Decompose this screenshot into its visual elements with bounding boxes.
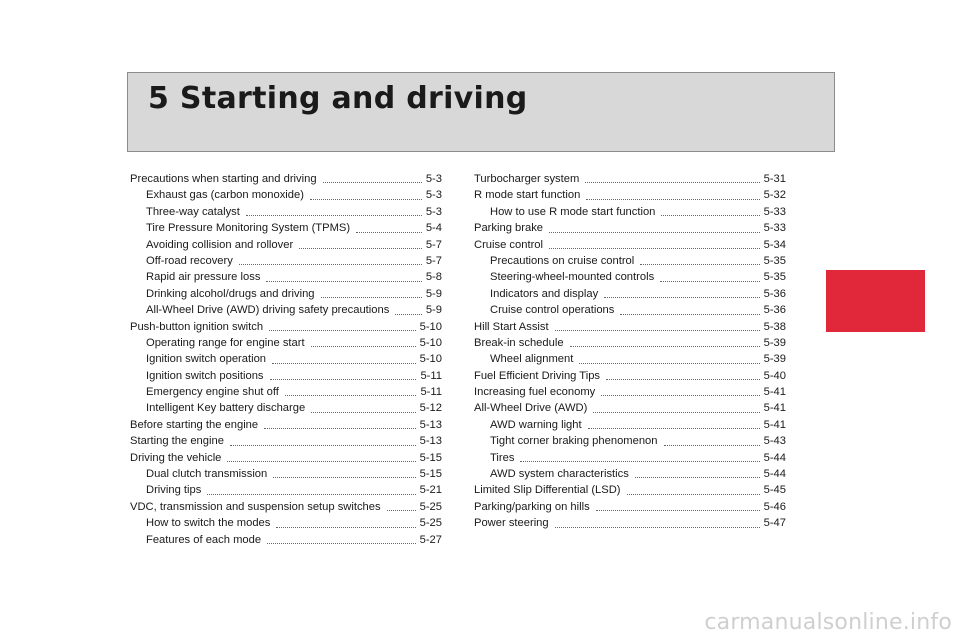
toc-entry-page: 5-38 bbox=[763, 320, 786, 333]
toc-entry-page: 5-21 bbox=[419, 484, 442, 497]
toc-entry-title: Wheel alignment bbox=[490, 353, 574, 366]
dot-leader bbox=[276, 527, 415, 528]
dot-leader bbox=[239, 264, 422, 265]
toc-entry[interactable] bbox=[130, 171, 442, 187]
dot-leader bbox=[356, 232, 422, 233]
dot-leader bbox=[549, 248, 760, 249]
dot-leader bbox=[606, 379, 760, 380]
toc-entry-page: 5-10 bbox=[419, 336, 442, 349]
toc-entry[interactable] bbox=[474, 269, 786, 285]
toc-entry[interactable] bbox=[474, 335, 786, 351]
toc-entry-page: 5-32 bbox=[763, 189, 786, 202]
dot-leader bbox=[570, 346, 760, 347]
toc-entry[interactable] bbox=[130, 269, 442, 285]
dot-leader bbox=[601, 395, 759, 396]
toc-entry-page: 5-33 bbox=[763, 205, 786, 218]
toc-entry[interactable] bbox=[130, 466, 442, 482]
toc-entry[interactable] bbox=[130, 253, 442, 269]
toc-entry-title: Fuel Efficient Driving Tips bbox=[474, 369, 601, 382]
toc-entry-title: Dual clutch transmission bbox=[146, 468, 268, 481]
toc-entry-title: Driving the vehicle bbox=[130, 451, 222, 464]
toc-entry[interactable] bbox=[474, 499, 786, 515]
toc-entry-page: 5-43 bbox=[763, 435, 786, 448]
dot-leader bbox=[620, 314, 759, 315]
toc-entry-page: 5-8 bbox=[425, 271, 442, 284]
toc-entry-title: Turbocharger system bbox=[474, 172, 580, 185]
dot-leader bbox=[635, 477, 760, 478]
dot-leader bbox=[266, 281, 421, 282]
toc-entry-page: 5-13 bbox=[419, 435, 442, 448]
toc-entry-page: 5-9 bbox=[425, 304, 442, 317]
toc-entry-page: 5-7 bbox=[425, 254, 442, 267]
dot-leader bbox=[395, 314, 422, 315]
toc-entry-title: All-Wheel Drive (AWD) bbox=[474, 402, 588, 415]
toc-entry-title: Off-road recovery bbox=[146, 254, 233, 267]
dot-leader bbox=[586, 199, 759, 200]
dot-leader bbox=[661, 215, 759, 216]
toc-entry[interactable] bbox=[474, 433, 786, 449]
toc-entry-page: 5-10 bbox=[419, 320, 442, 333]
toc-entry-page: 5-35 bbox=[763, 254, 786, 267]
toc-entry[interactable] bbox=[130, 532, 442, 548]
toc-entry-page: 5-15 bbox=[419, 468, 442, 481]
toc-entry-title: How to use R mode start function bbox=[490, 205, 656, 218]
toc-entry[interactable] bbox=[130, 433, 442, 449]
toc-entry-page: 5-3 bbox=[425, 205, 442, 218]
toc-entry-title: Intelligent Key battery discharge bbox=[146, 402, 306, 415]
toc-entry[interactable] bbox=[474, 466, 786, 482]
dot-leader bbox=[387, 510, 416, 511]
toc-entry-page: 5-47 bbox=[763, 517, 786, 530]
dot-leader bbox=[555, 330, 760, 331]
dot-leader bbox=[664, 445, 760, 446]
toc-entry[interactable] bbox=[130, 351, 442, 367]
dot-leader bbox=[660, 281, 759, 282]
toc-entry[interactable] bbox=[474, 450, 786, 466]
toc-entry[interactable] bbox=[474, 368, 786, 384]
toc-entry[interactable] bbox=[130, 220, 442, 236]
toc-entry-page: 5-12 bbox=[419, 402, 442, 415]
dot-leader bbox=[227, 461, 415, 462]
toc-entry[interactable] bbox=[130, 286, 442, 302]
dot-leader bbox=[596, 510, 760, 511]
toc-entry-page: 5-34 bbox=[763, 238, 786, 251]
toc-entry-page: 5-9 bbox=[425, 287, 442, 300]
toc-entry-title: Before starting the engine bbox=[130, 418, 259, 431]
toc-entry-title: Driving tips bbox=[146, 484, 202, 497]
toc-entry-title: Tight corner braking phenomenon bbox=[490, 435, 658, 448]
toc-entry-page: 5-41 bbox=[763, 386, 786, 399]
toc-entry[interactable] bbox=[474, 171, 786, 187]
toc-entry-title: Tires bbox=[490, 451, 515, 464]
dot-leader bbox=[310, 199, 422, 200]
toc-entry-page: 5-3 bbox=[425, 172, 442, 185]
dot-leader bbox=[593, 412, 759, 413]
toc-entry-page: 5-15 bbox=[419, 451, 442, 464]
toc-entry-title: Break-in schedule bbox=[474, 336, 564, 349]
toc-entry-title: Ignition switch operation bbox=[146, 353, 267, 366]
toc-entry-title: Indicators and display bbox=[490, 287, 599, 300]
toc-entry-title: Parking brake bbox=[474, 222, 544, 235]
toc-left-column bbox=[130, 171, 442, 548]
chapter-side-tab[interactable] bbox=[826, 270, 925, 332]
dot-leader bbox=[323, 182, 422, 183]
toc-entry-title: Power steering bbox=[474, 517, 549, 530]
toc-entry-title: Parking/parking on hills bbox=[474, 500, 590, 513]
dot-leader bbox=[640, 264, 759, 265]
dot-leader bbox=[321, 297, 422, 298]
toc-entry-title: R mode start function bbox=[474, 189, 581, 202]
toc-entry[interactable] bbox=[130, 417, 442, 433]
toc-entry-title: Cruise control bbox=[474, 238, 544, 251]
toc-entry[interactable] bbox=[130, 204, 442, 220]
toc-entry-page: 5-44 bbox=[763, 451, 786, 464]
toc-entry-page: 5-11 bbox=[420, 386, 442, 399]
toc-entry[interactable] bbox=[130, 237, 442, 253]
toc-entry[interactable] bbox=[130, 400, 442, 416]
toc-entry[interactable] bbox=[474, 302, 786, 318]
toc-entry-title: All-Wheel Drive (AWD) driving safety precautions bbox=[146, 304, 390, 317]
toc-entry[interactable] bbox=[130, 499, 442, 515]
toc-entry[interactable] bbox=[474, 286, 786, 302]
toc-entry-title: Starting the engine bbox=[130, 435, 224, 448]
toc-entry[interactable] bbox=[474, 351, 786, 367]
toc-right-column bbox=[474, 171, 786, 532]
toc-entry[interactable] bbox=[474, 187, 786, 203]
toc-entry[interactable] bbox=[130, 450, 442, 466]
toc-entry-page: 5-4 bbox=[425, 222, 442, 235]
dot-leader bbox=[299, 248, 422, 249]
toc-entry[interactable] bbox=[130, 187, 442, 203]
toc-entry-title: Steering-wheel-mounted controls bbox=[490, 271, 655, 284]
dot-leader bbox=[285, 395, 417, 396]
toc-entry[interactable] bbox=[474, 417, 786, 433]
toc-entry-title: Features of each mode bbox=[146, 533, 262, 546]
dot-leader bbox=[264, 428, 415, 429]
dot-leader bbox=[520, 461, 759, 462]
toc-entry[interactable] bbox=[474, 319, 786, 335]
dot-leader bbox=[311, 346, 416, 347]
toc-entry-title: Increasing fuel economy bbox=[474, 386, 596, 399]
toc-entry[interactable] bbox=[474, 237, 786, 253]
dot-leader bbox=[267, 543, 416, 544]
toc-entry-title: Limited Slip Differential (LSD) bbox=[474, 484, 621, 497]
toc-entry[interactable] bbox=[474, 220, 786, 236]
dot-leader bbox=[311, 412, 415, 413]
toc-entry[interactable] bbox=[474, 384, 786, 400]
dot-leader bbox=[246, 215, 422, 216]
toc-entry-page: 5-46 bbox=[763, 500, 786, 513]
dot-leader bbox=[604, 297, 759, 298]
toc-entry[interactable] bbox=[474, 400, 786, 416]
toc-entry-title: Hill Start Assist bbox=[474, 320, 549, 333]
toc-entry-page: 5-13 bbox=[419, 418, 442, 431]
toc-entry-title: Cruise control operations bbox=[490, 304, 615, 317]
toc-entry-title: Tire Pressure Monitoring System (TPMS) bbox=[146, 222, 351, 235]
toc-entry-page: 5-31 bbox=[763, 172, 786, 185]
dot-leader bbox=[555, 527, 760, 528]
toc-entry-page: 5-39 bbox=[763, 353, 786, 366]
dot-leader bbox=[549, 232, 760, 233]
toc-entry[interactable] bbox=[130, 319, 442, 335]
toc-entry[interactable] bbox=[474, 515, 786, 531]
toc-entry-title: Precautions on cruise control bbox=[490, 254, 635, 267]
dot-leader bbox=[579, 363, 759, 364]
toc-entry-page: 5-45 bbox=[763, 484, 786, 497]
toc-entry-title: Ignition switch positions bbox=[146, 369, 264, 382]
toc-entry-page: 5-39 bbox=[763, 336, 786, 349]
toc-entry-title: Emergency engine shut off bbox=[146, 386, 279, 399]
dot-leader bbox=[273, 477, 415, 478]
toc-entry[interactable] bbox=[474, 482, 786, 498]
toc-entry-title: Push-button ignition switch bbox=[130, 320, 264, 333]
toc-entry-title: Rapid air pressure loss bbox=[146, 271, 261, 284]
toc-entry-page: 5-25 bbox=[419, 517, 442, 530]
toc-entry-page: 5-36 bbox=[763, 287, 786, 300]
toc-entry-title: AWD warning light bbox=[490, 418, 582, 431]
toc-entry-title: How to switch the modes bbox=[146, 517, 271, 530]
toc-entry-title: Drinking alcohol/drugs and driving bbox=[146, 287, 315, 300]
toc-entry-page: 5-33 bbox=[763, 222, 786, 235]
dot-leader bbox=[230, 445, 416, 446]
toc-entry[interactable] bbox=[130, 384, 442, 400]
dot-leader bbox=[585, 182, 759, 183]
toc-entry-page: 5-3 bbox=[425, 189, 442, 202]
chapter-banner bbox=[127, 72, 835, 152]
toc-entry[interactable] bbox=[130, 368, 442, 384]
dot-leader bbox=[270, 379, 417, 380]
dot-leader bbox=[272, 363, 416, 364]
toc-entry-page: 5-10 bbox=[419, 353, 442, 366]
toc-entry-title: Exhaust gas (carbon monoxide) bbox=[146, 189, 304, 202]
toc-entry-page: 5-11 bbox=[420, 369, 442, 382]
toc-entry-title: Operating range for engine start bbox=[146, 336, 305, 349]
toc-entry-page: 5-36 bbox=[763, 304, 786, 317]
toc-entry[interactable] bbox=[130, 515, 442, 531]
toc-entry-title: AWD system characteristics bbox=[490, 468, 629, 481]
dot-leader bbox=[627, 494, 760, 495]
toc-entry-page: 5-35 bbox=[763, 271, 786, 284]
toc-entry-page: 5-40 bbox=[763, 369, 786, 382]
toc-entry[interactable] bbox=[130, 482, 442, 498]
dot-leader bbox=[207, 494, 415, 495]
watermark-text: carmanualsonline.info bbox=[704, 610, 952, 635]
toc-entry[interactable] bbox=[130, 302, 442, 318]
toc-entry[interactable] bbox=[474, 204, 786, 220]
toc-entry-page: 5-7 bbox=[425, 238, 442, 251]
toc-entry-page: 5-41 bbox=[763, 418, 786, 431]
toc-entry-page: 5-25 bbox=[419, 500, 442, 513]
toc-entry[interactable] bbox=[130, 335, 442, 351]
toc-entry[interactable] bbox=[474, 253, 786, 269]
toc-entry-page: 5-41 bbox=[763, 402, 786, 415]
toc-entry-title: Precautions when starting and driving bbox=[130, 172, 317, 185]
toc-entry-title: Avoiding collision and rollover bbox=[146, 238, 294, 251]
toc-entry-title: VDC, transmission and suspension setup switches bbox=[130, 500, 381, 513]
dot-leader bbox=[269, 330, 416, 331]
dot-leader bbox=[588, 428, 760, 429]
toc-entry-page: 5-44 bbox=[763, 468, 786, 481]
chapter-title: 5 Starting and driving bbox=[148, 81, 528, 116]
toc-entry-title: Three-way catalyst bbox=[146, 205, 240, 218]
toc-entry-page: 5-27 bbox=[419, 533, 442, 546]
